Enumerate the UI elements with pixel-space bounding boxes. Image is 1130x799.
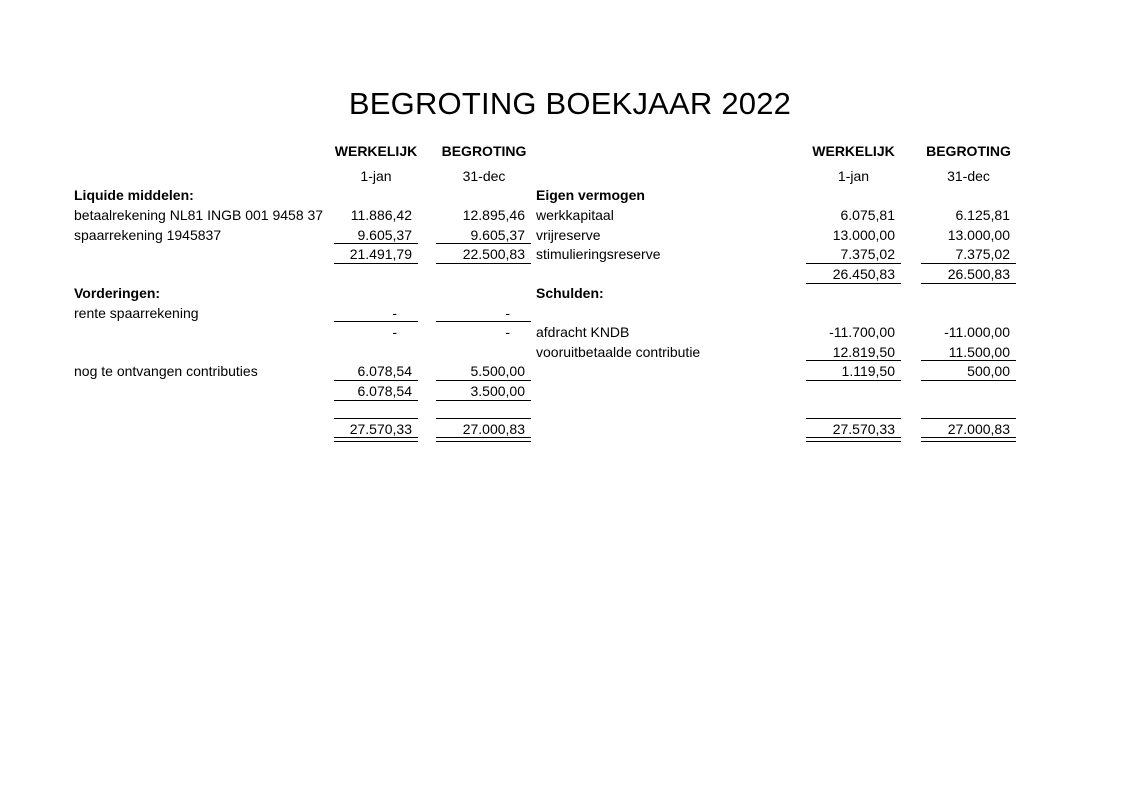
subtotal-rule xyxy=(921,263,1016,264)
col-date-end-right: 31-dec xyxy=(947,168,990,184)
total-begroting: 27.000,83 xyxy=(462,421,525,437)
col-date-start-left: 1-jan xyxy=(360,168,392,184)
value-werkelijk: 9.605,37 xyxy=(357,227,412,243)
total-double-rule xyxy=(806,437,901,442)
total-rule xyxy=(436,418,531,419)
value-werkelijk: 6.075,81 xyxy=(840,207,895,223)
row-label: werkkapitaal xyxy=(536,207,614,223)
row-label: vrijreserve xyxy=(536,227,601,243)
subtotal-begroting: 26.500,83 xyxy=(947,266,1010,282)
col-header-begroting-right: BEGROTING xyxy=(926,143,1011,159)
col-header-begroting-left: BEGROTING xyxy=(441,143,527,159)
subtotal-rule xyxy=(334,321,418,322)
total-double-rule xyxy=(921,437,1016,442)
value-werkelijk: 12.819,50 xyxy=(832,344,895,360)
row-label: spaarrekening 1945837 xyxy=(74,227,222,243)
section-header-liquide: Liquide middelen: xyxy=(74,187,194,203)
subtotal-werkelijk: - xyxy=(392,324,397,340)
value-werkelijk: - xyxy=(392,305,397,321)
subtotal-rule xyxy=(921,360,1016,361)
value-begroting: 9.605,37 xyxy=(470,227,525,243)
value-begroting: 12.895,46 xyxy=(462,207,525,223)
value-begroting: - xyxy=(505,305,510,321)
subtotal-rule xyxy=(436,380,531,381)
value-begroting: 13.000,00 xyxy=(947,227,1010,243)
total-werkelijk: 27.570,33 xyxy=(349,421,412,437)
value-werkelijk: 6.078,54 xyxy=(357,363,412,379)
value-werkelijk: 7.375,02 xyxy=(840,246,895,262)
section-header-eigen-vermogen: Eigen vermogen xyxy=(536,187,645,203)
row-label: rente spaarrekening xyxy=(74,305,199,321)
total-rule xyxy=(806,418,901,419)
row-label: betaalrekening NL81 INGB 001 9458 37 xyxy=(74,207,324,223)
subtotal-rule xyxy=(436,321,531,322)
total-rule xyxy=(334,418,418,419)
subtotal-begroting: 22.500,83 xyxy=(462,246,525,262)
total-rule xyxy=(921,418,1016,419)
subtotal-werkelijk: 26.450,83 xyxy=(832,266,895,282)
subtotal-rule xyxy=(806,283,901,284)
value-werkelijk: 13.000,00 xyxy=(832,227,895,243)
subtotal-werkelijk: 21.491,79 xyxy=(349,246,412,262)
col-header-werkelijk-left: WERKELIJK xyxy=(334,143,418,159)
subtotal-rule xyxy=(806,360,901,361)
value-werkelijk: 11.886,42 xyxy=(350,207,412,223)
value-begroting: -11.000,00 xyxy=(944,324,1010,340)
total-double-rule xyxy=(334,437,418,442)
row-label: nog te ontvangen contributies xyxy=(74,363,258,379)
section-header-vorderingen: Vorderingen: xyxy=(74,285,161,301)
subtotal-rule xyxy=(334,400,418,401)
subtotal-rule xyxy=(436,243,531,244)
value-begroting: 6.125,81 xyxy=(955,207,1010,223)
subtotal-begroting: - xyxy=(505,324,510,340)
value-begroting: 7.375,02 xyxy=(955,246,1010,262)
subtotal-rule xyxy=(436,400,531,401)
subtotal-rule xyxy=(921,283,1016,284)
subtotal-rule xyxy=(921,380,1016,381)
subtotal-rule xyxy=(334,380,418,381)
subtotal-begroting: 3.500,00 xyxy=(470,383,525,399)
total-begroting: 27.000,83 xyxy=(947,421,1010,437)
page-title: BEGROTING BOEKJAAR 2022 xyxy=(348,86,792,121)
col-date-start-right: 1-jan xyxy=(837,168,870,184)
row-label: afdracht KNDB xyxy=(536,324,630,340)
row-label: vooruitbetaalde contributie xyxy=(536,344,701,360)
subtotal-rule xyxy=(334,263,418,264)
subtotal-rule xyxy=(334,243,418,244)
subtotal-rule xyxy=(806,263,901,264)
value-werkelijk: -11.700,00 xyxy=(829,324,895,340)
subtotal-begroting: 500,00 xyxy=(967,363,1010,379)
value-begroting: 11.500,00 xyxy=(948,344,1010,360)
subtotal-rule xyxy=(436,263,531,264)
section-header-schulden: Schulden: xyxy=(536,285,604,301)
col-date-end-left: 31-dec xyxy=(462,168,506,184)
col-header-werkelijk-right: WERKELIJK xyxy=(812,143,895,159)
subtotal-werkelijk: 1.119,50 xyxy=(841,363,895,379)
value-begroting: 5.500,00 xyxy=(470,363,525,379)
total-werkelijk: 27.570,33 xyxy=(832,421,895,437)
subtotal-rule xyxy=(806,380,901,381)
row-label: stimulieringsreserve xyxy=(536,246,661,262)
subtotal-werkelijk: 6.078,54 xyxy=(357,383,412,399)
total-double-rule xyxy=(436,437,531,442)
